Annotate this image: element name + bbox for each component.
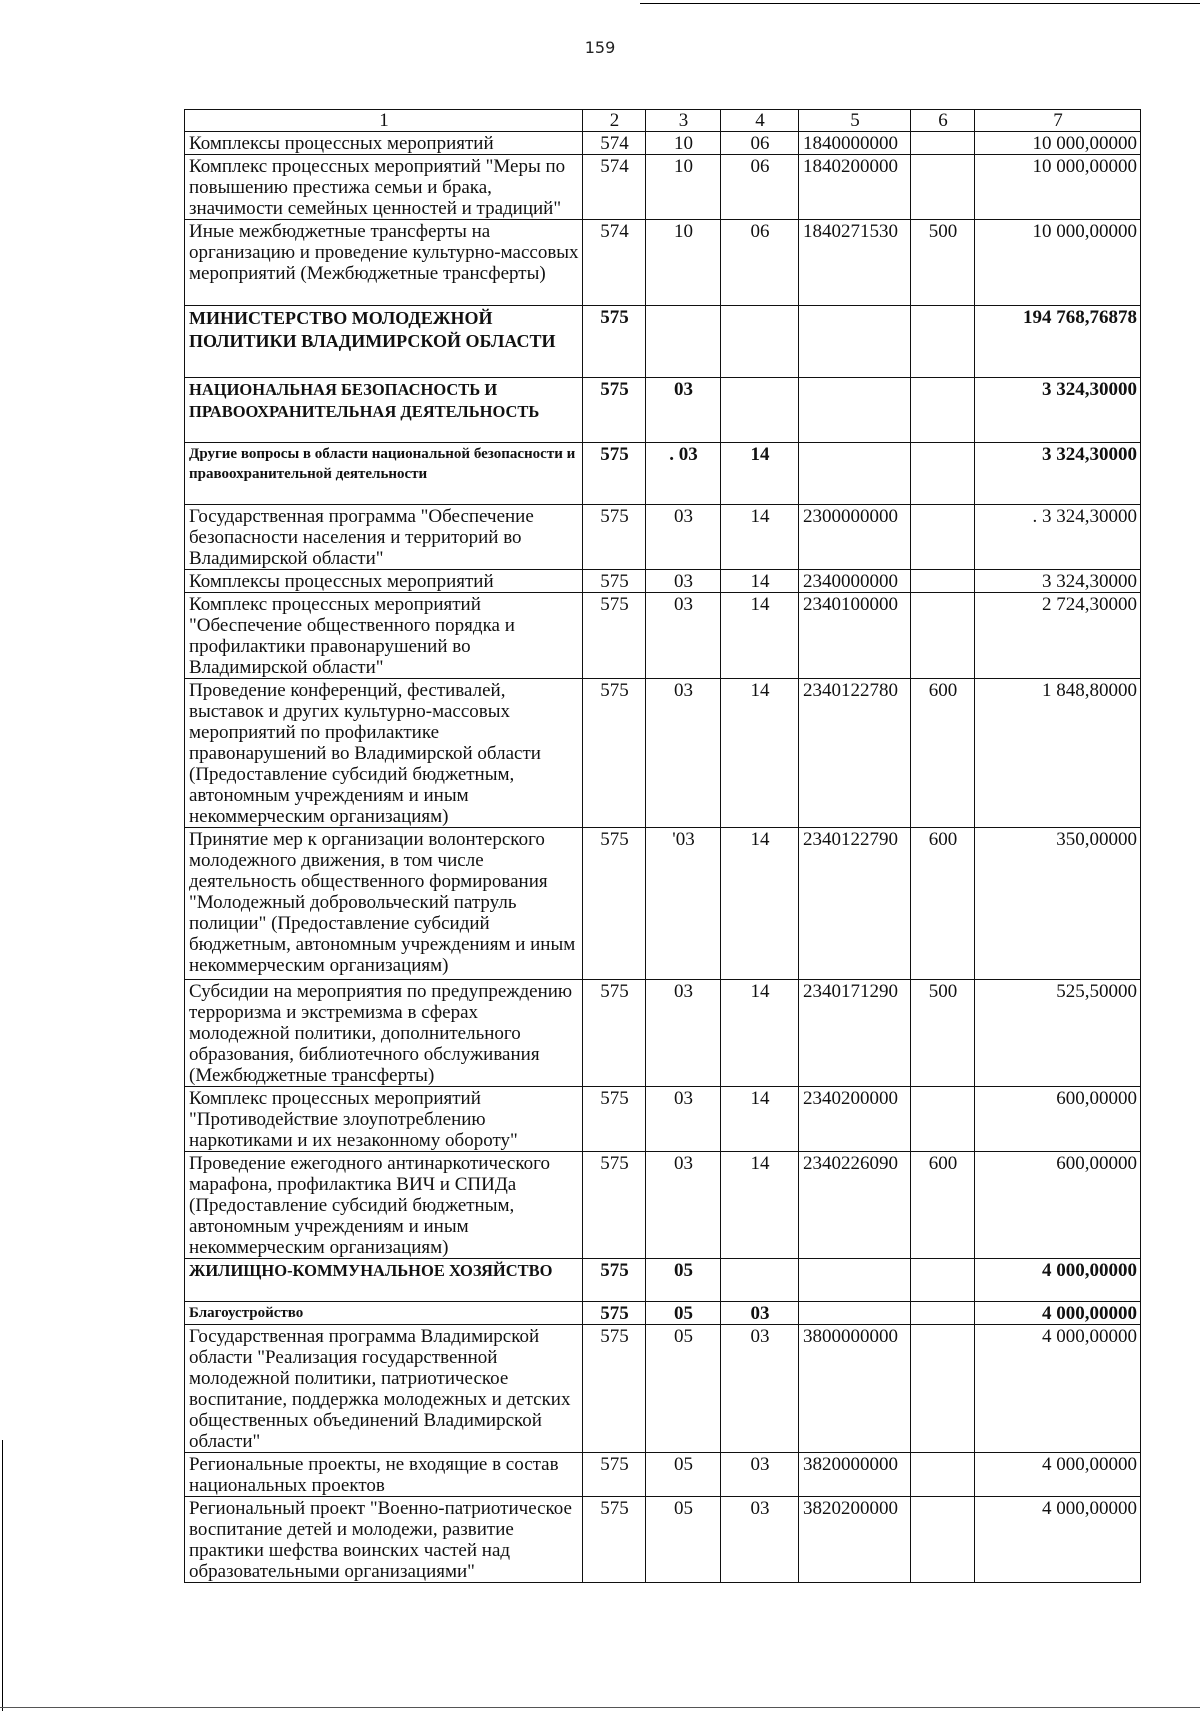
subsection-code: 14: [721, 570, 799, 593]
ministry-code: 575: [583, 980, 646, 1087]
section-code: 03: [646, 505, 721, 570]
expense-type-code: [911, 1259, 975, 1302]
amount: 3 324,30000: [975, 378, 1141, 443]
ministry-code: 575: [583, 1152, 646, 1259]
section-code: [646, 306, 721, 378]
amount: 3 324,30000: [975, 570, 1141, 593]
target-article-code: 3800000000: [799, 1325, 911, 1453]
page-number: 159: [584, 38, 616, 57]
expense-type-code: [911, 1302, 975, 1325]
expense-type-code: [911, 505, 975, 570]
expense-type-code: [911, 155, 975, 220]
subsection-code: [721, 306, 799, 378]
subsection-code: 06: [721, 155, 799, 220]
column-header: 4: [721, 110, 799, 132]
row-description: НАЦИОНАЛЬНАЯ БЕЗОПАСНОСТЬ И ПРАВООХРАНИТЕЛЬНАЯ ДЕЯТЕЛЬНОСТЬ: [185, 378, 583, 443]
target-article-code: 2340100000: [799, 593, 911, 679]
table-row: [185, 505, 1141, 570]
target-article-code: [799, 443, 911, 505]
ministry-code: 575: [583, 1259, 646, 1302]
row-description: Субсидии на мероприятия по предупреждению терроризма и экстремизма в сферах молодежной политики, дополнительного образования, библиотечного обслуживания (Межбюджетные трансферты): [185, 980, 583, 1087]
expense-type-code: 600: [911, 679, 975, 828]
table-row: [185, 1152, 1141, 1259]
section-code: 10: [646, 132, 721, 155]
section-code: 10: [646, 220, 721, 306]
target-article-code: 1840200000: [799, 155, 911, 220]
ministry-code: 574: [583, 220, 646, 306]
ministry-code: 575: [583, 306, 646, 378]
amount: 600,00000: [975, 1087, 1141, 1152]
table-row: [185, 980, 1141, 1087]
target-article-code: [799, 1302, 911, 1325]
amount: 4 000,00000: [975, 1497, 1141, 1583]
ministry-code: 575: [583, 1325, 646, 1453]
section-code: 10: [646, 155, 721, 220]
subsection-code: 14: [721, 980, 799, 1087]
section-code: 03: [646, 593, 721, 679]
target-article-code: 2340171290: [799, 980, 911, 1087]
section-code: . 03: [646, 443, 721, 505]
table-row: [185, 220, 1141, 306]
table-row-section: [185, 1259, 1141, 1302]
expense-type-code: 500: [911, 220, 975, 306]
section-code: 05: [646, 1302, 721, 1325]
expense-type-code: [911, 1497, 975, 1583]
ministry-code: 575: [583, 1087, 646, 1152]
amount: 4 000,00000: [975, 1259, 1141, 1302]
amount: 525,50000: [975, 980, 1141, 1087]
ministry-code: 575: [583, 828, 646, 980]
section-code: '03: [646, 828, 721, 980]
budget-table: [184, 109, 1141, 1583]
target-article-code: 1840000000: [799, 132, 911, 155]
subsection-code: 14: [721, 593, 799, 679]
subsection-code: 03: [721, 1453, 799, 1497]
target-article-code: [799, 306, 911, 378]
target-article-code: 3820200000: [799, 1497, 911, 1583]
row-description: Проведение ежегодного антинаркотического марафона, профилактика ВИЧ и СПИДа (Предоставление субсидий бюджетным, автономным учреждениям и иным некоммерческим организациям): [185, 1152, 583, 1259]
row-description: Другие вопросы в области национальной безопасности и правоохранительной деятельности: [185, 443, 583, 505]
expense-type-code: [911, 132, 975, 155]
expense-type-code: [911, 593, 975, 679]
row-description: Комплекс процессных мероприятий "Меры по повышению престижа семьи и брака, значимости семейных ценностей и традиций": [185, 155, 583, 220]
target-article-code: 1840271530: [799, 220, 911, 306]
amount: 10 000,00000: [975, 155, 1141, 220]
ministry-code: 575: [583, 1497, 646, 1583]
column-header: 5: [799, 110, 911, 132]
amount: . 3 324,30000: [975, 505, 1141, 570]
table-row-subsection: [185, 443, 1141, 505]
ministry-code: 575: [583, 1302, 646, 1325]
table-row: [185, 1453, 1141, 1497]
amount: 600,00000: [975, 1152, 1141, 1259]
target-article-code: 2340122790: [799, 828, 911, 980]
section-code: 03: [646, 679, 721, 828]
table-row: [185, 1087, 1141, 1152]
target-article-code: [799, 1259, 911, 1302]
table-row: [185, 1497, 1141, 1583]
section-code: 05: [646, 1497, 721, 1583]
ministry-code: 575: [583, 378, 646, 443]
subsection-code: 14: [721, 679, 799, 828]
amount: 4 000,00000: [975, 1302, 1141, 1325]
section-code: 05: [646, 1453, 721, 1497]
row-description: Принятие мер к организации волонтерского молодежного движения, в том числе деятельность общественного формирования "Молодежный добровольческий патруль полиции" (Предоставление субсидий бюджетным, автономным учреждениям и иным некоммерческим организациям): [185, 828, 583, 980]
column-header: 7: [975, 110, 1141, 132]
row-description: МИНИСТЕРСТВО МОЛОДЕЖНОЙ ПОЛИТИКИ ВЛАДИМИРСКОЙ ОБЛАСТИ: [185, 306, 583, 378]
row-description: Региональный проект "Военно-патриотическое воспитание детей и молодежи, развитие практики шефства воинских частей над образовательными организациями": [185, 1497, 583, 1583]
section-code: 05: [646, 1259, 721, 1302]
expense-type-code: 500: [911, 980, 975, 1087]
expense-type-code: 600: [911, 1152, 975, 1259]
ministry-code: 575: [583, 593, 646, 679]
section-code: 03: [646, 1087, 721, 1152]
table-row: [185, 570, 1141, 593]
row-description: Благоустройство: [185, 1302, 583, 1325]
ministry-code: 574: [583, 132, 646, 155]
target-article-code: 3820000000: [799, 1453, 911, 1497]
scan-edge-line: [640, 3, 1200, 4]
ministry-code: 574: [583, 155, 646, 220]
amount: 1 848,80000: [975, 679, 1141, 828]
subsection-code: 14: [721, 443, 799, 505]
column-header: 6: [911, 110, 975, 132]
amount: 4 000,00000: [975, 1453, 1141, 1497]
expense-type-code: 600: [911, 828, 975, 980]
ministry-code: 575: [583, 1453, 646, 1497]
subsection-code: 14: [721, 505, 799, 570]
column-header: 2: [583, 110, 646, 132]
table-row: [185, 155, 1141, 220]
target-article-code: 2300000000: [799, 505, 911, 570]
scan-edge-line: [0, 1707, 1200, 1708]
section-code: 03: [646, 378, 721, 443]
expense-type-code: [911, 378, 975, 443]
target-article-code: [799, 378, 911, 443]
row-description: Иные межбюджетные трансферты на организацию и проведение культурно-массовых мероприятий (Межбюджетные трансферты): [185, 220, 583, 306]
section-code: 03: [646, 980, 721, 1087]
ministry-code: 575: [583, 505, 646, 570]
subsection-code: 03: [721, 1325, 799, 1453]
expense-type-code: [911, 1325, 975, 1453]
row-description: Комплекс процессных мероприятий "Противодействие злоупотреблению наркотиками и их незаконному обороту": [185, 1087, 583, 1152]
row-description: Региональные проекты, не входящие в состав национальных проектов: [185, 1453, 583, 1497]
column-header: 1: [185, 110, 583, 132]
subsection-code: [721, 1259, 799, 1302]
target-article-code: 2340226090: [799, 1152, 911, 1259]
target-article-code: 2340122780: [799, 679, 911, 828]
amount: 10 000,00000: [975, 132, 1141, 155]
row-description: Проведение конференций, фестивалей, выставок и других культурно-массовых мероприятий по профилактике правонарушений во Владимирской области (Предоставление субсидий бюджетным, автономным учреждениям и иным некоммерческим организациям): [185, 679, 583, 828]
section-code: 03: [646, 1152, 721, 1259]
expense-type-code: [911, 1087, 975, 1152]
scan-edge-line: [2, 1440, 3, 1711]
table-row-ministry: [185, 306, 1141, 378]
row-description: Комплекс процессных мероприятий "Обеспечение общественного порядка и профилактики правонарушений во Владимирской области": [185, 593, 583, 679]
expense-type-code: [911, 306, 975, 378]
subsection-code: [721, 378, 799, 443]
table-row-section: [185, 378, 1141, 443]
subsection-code: 03: [721, 1302, 799, 1325]
expense-type-code: [911, 1453, 975, 1497]
target-article-code: 2340200000: [799, 1087, 911, 1152]
row-description: Государственная программа Владимирской области "Реализация государственной молодежной политики, патриотическое воспитание, поддержка молодежных и детских общественных объединений Владимирской области": [185, 1325, 583, 1453]
amount: 194 768,76878: [975, 306, 1141, 378]
section-code: 05: [646, 1325, 721, 1453]
subsection-code: 14: [721, 1087, 799, 1152]
amount: 10 000,00000: [975, 220, 1141, 306]
amount: 350,00000: [975, 828, 1141, 980]
row-description: Комплексы процессных мероприятий: [185, 132, 583, 155]
table-header-row: [185, 110, 1141, 132]
expense-type-code: [911, 570, 975, 593]
table-row: [185, 679, 1141, 828]
row-description: Государственная программа "Обеспечение безопасности населения и территорий во Владимирской области": [185, 505, 583, 570]
table-row-subsection: [185, 1302, 1141, 1325]
amount: 4 000,00000: [975, 1325, 1141, 1453]
subsection-code: 06: [721, 132, 799, 155]
table-row: [185, 132, 1141, 155]
subsection-code: 03: [721, 1497, 799, 1583]
amount: 2 724,30000: [975, 593, 1141, 679]
target-article-code: 2340000000: [799, 570, 911, 593]
amount: 3 324,30000: [975, 443, 1141, 505]
row-description: Комплексы процессных мероприятий: [185, 570, 583, 593]
subsection-code: 14: [721, 1152, 799, 1259]
subsection-code: 06: [721, 220, 799, 306]
row-description: ЖИЛИЩНО-КОММУНАЛЬНОЕ ХОЗЯЙСТВО: [185, 1259, 583, 1302]
table-row: [185, 1325, 1141, 1453]
ministry-code: 575: [583, 443, 646, 505]
column-header: 3: [646, 110, 721, 132]
subsection-code: 14: [721, 828, 799, 980]
table-row: [185, 828, 1141, 980]
ministry-code: 575: [583, 679, 646, 828]
ministry-code: 575: [583, 570, 646, 593]
table-row: [185, 593, 1141, 679]
expense-type-code: [911, 443, 975, 505]
section-code: 03: [646, 570, 721, 593]
